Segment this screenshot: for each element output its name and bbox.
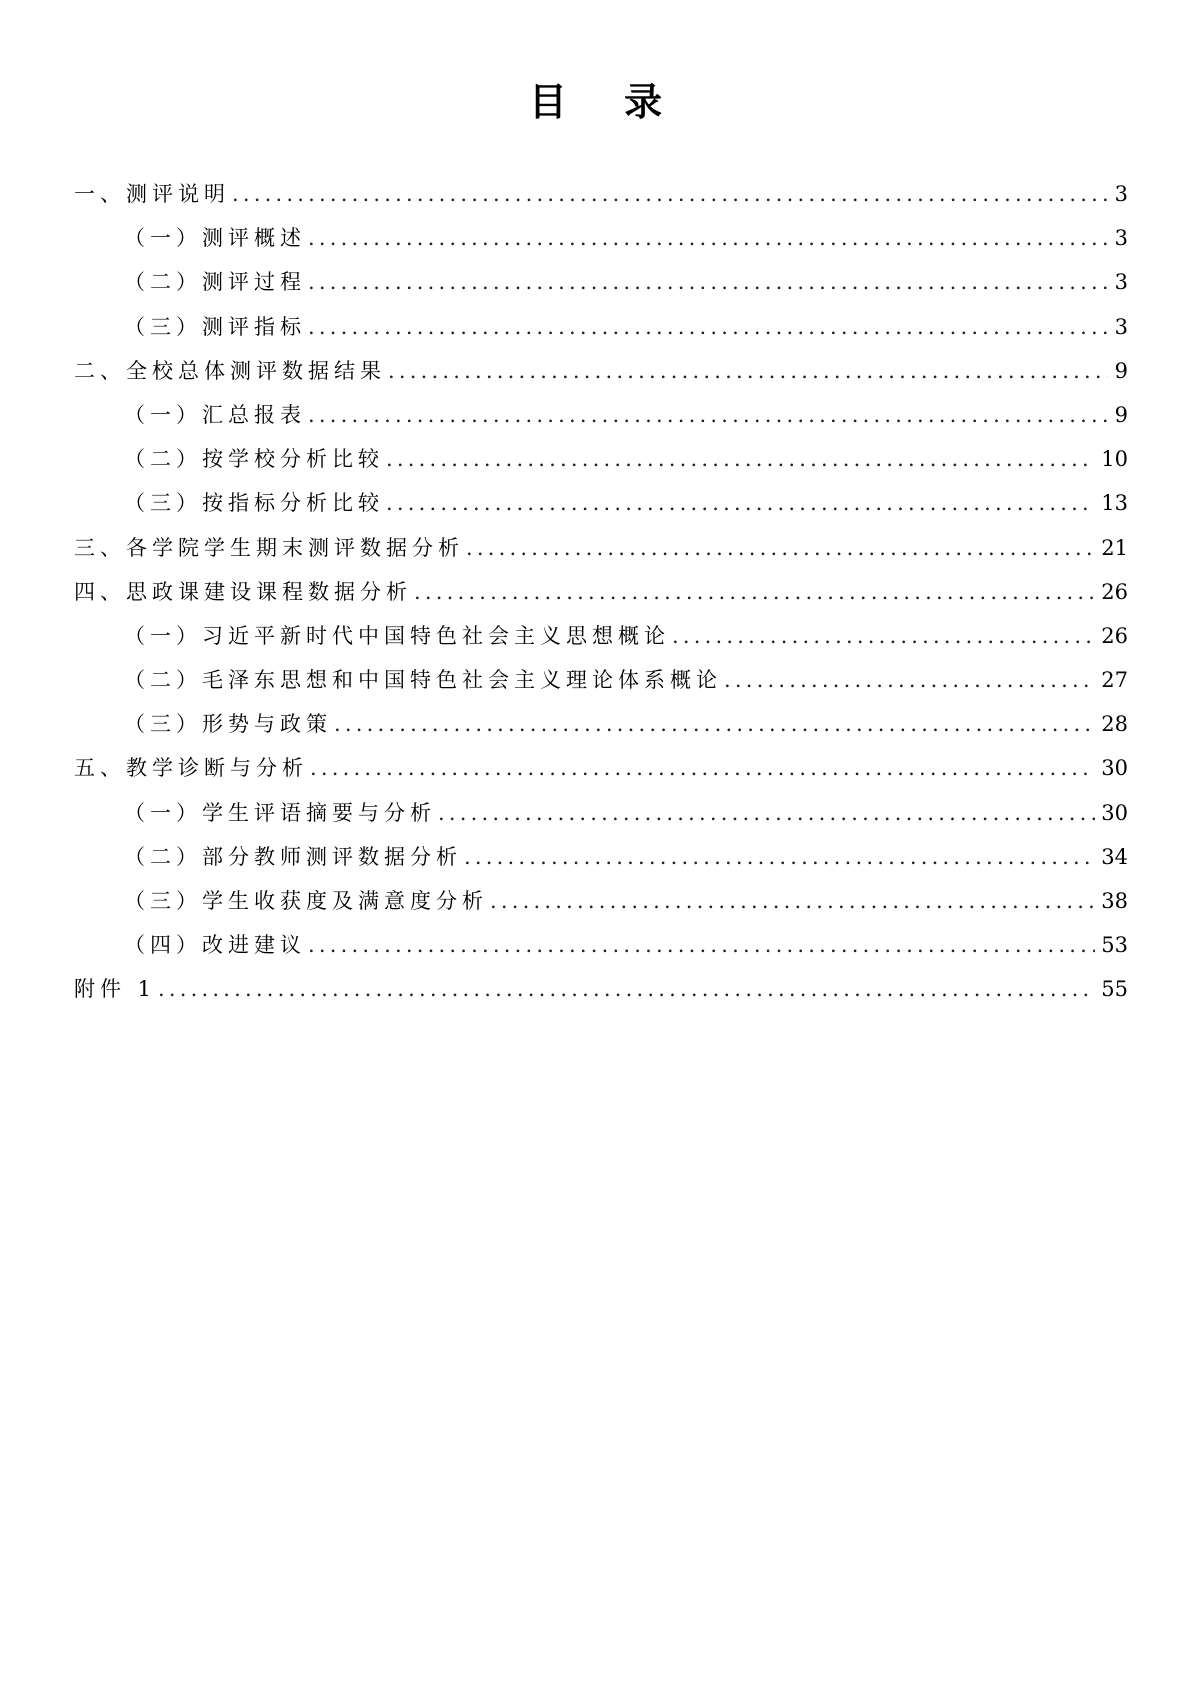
- toc-page-number: 9: [1114, 402, 1128, 427]
- toc-page-number: 38: [1101, 889, 1128, 913]
- toc-page-number: 3: [1114, 226, 1128, 251]
- toc-entry[interactable]: [74, 702, 1128, 746]
- toc-dot-leader: [308, 216, 1108, 260]
- toc-dot-leader: [490, 879, 1095, 923]
- toc-page-number: 34: [1101, 844, 1128, 869]
- toc-entry[interactable]: [74, 172, 1128, 216]
- toc-entry-label: （三）形势与政策: [124, 712, 332, 737]
- toc-dot-leader: [672, 614, 1095, 658]
- toc-dot-leader: [438, 791, 1095, 835]
- toc-entry[interactable]: [74, 305, 1128, 349]
- toc-entry-label: （二）毛泽东思想和中国特色社会主义理论体系概论: [124, 668, 722, 693]
- toc-dot-leader: [386, 437, 1095, 481]
- toc-entry-label: （二）部分教师测评数据分析: [124, 844, 462, 869]
- toc-dot-leader: [158, 967, 1095, 1011]
- toc-entry-label: （二）测评过程: [124, 270, 306, 295]
- toc-title: 目 录: [528, 80, 685, 124]
- toc-entry[interactable]: [74, 658, 1128, 702]
- toc-entry[interactable]: [74, 349, 1128, 393]
- toc-page-number: 3: [1114, 270, 1128, 295]
- toc-entry[interactable]: [74, 393, 1128, 437]
- toc-entry-label: （三）测评指标: [124, 314, 306, 339]
- toc-entry[interactable]: [74, 260, 1128, 304]
- toc-dot-leader: [308, 260, 1108, 304]
- toc-page-number: 3: [1114, 314, 1128, 339]
- toc-entry-label: 四、思政课建设课程数据分析: [74, 579, 412, 604]
- toc-page-number: 13: [1101, 491, 1128, 516]
- toc-page-number: 21: [1101, 535, 1128, 560]
- toc-entry-label: 一、测评说明: [74, 182, 230, 206]
- toc-page-number: 53: [1101, 933, 1128, 958]
- toc-page-number: 27: [1101, 668, 1128, 693]
- toc-entry[interactable]: [74, 216, 1128, 260]
- toc-dot-leader: [386, 481, 1095, 525]
- toc-page-number: 30: [1101, 800, 1128, 825]
- toc-dot-leader: [232, 172, 1108, 216]
- toc-dot-leader: [308, 305, 1108, 349]
- toc-entry[interactable]: [74, 835, 1128, 879]
- toc-entry-label: （四）改进建议: [124, 933, 306, 958]
- toc-entry-label: （一）学生评语摘要与分析: [124, 800, 436, 825]
- toc-dot-leader: [308, 393, 1108, 437]
- toc-dot-leader: [466, 526, 1095, 570]
- toc-page-number: 30: [1101, 756, 1128, 781]
- toc-dot-leader: [724, 658, 1095, 702]
- toc-entry-label: 三、各学院学生期末测评数据分析: [74, 535, 464, 560]
- toc-entry-label: 附件 1: [74, 977, 157, 1002]
- toc-entry[interactable]: [74, 879, 1128, 923]
- toc-entry-label: 五、教学诊断与分析: [74, 756, 308, 781]
- toc-dot-leader: [310, 746, 1095, 790]
- toc-dot-leader: [308, 923, 1095, 967]
- toc-entry[interactable]: [74, 481, 1128, 525]
- toc-entry[interactable]: [74, 746, 1128, 790]
- toc-page-number: 55: [1101, 977, 1128, 1002]
- toc-list: [74, 172, 1128, 1012]
- toc-entry[interactable]: [74, 614, 1128, 658]
- toc-entry[interactable]: [74, 791, 1128, 835]
- toc-entry-label: （一）汇总报表: [124, 402, 306, 427]
- toc-dot-leader: [388, 349, 1108, 393]
- toc-entry-label: （一）测评概述: [124, 226, 306, 251]
- toc-page-number: 9: [1114, 358, 1128, 383]
- toc-entry[interactable]: [74, 526, 1128, 570]
- toc-entry[interactable]: [74, 967, 1128, 1011]
- toc-page-number: 26: [1101, 623, 1128, 648]
- toc-entry-label: 二、全校总体测评数据结果: [74, 358, 386, 383]
- toc-page-number: 26: [1101, 579, 1128, 604]
- toc-dot-leader: [414, 570, 1095, 614]
- toc-entry[interactable]: [74, 923, 1128, 967]
- toc-dot-leader: [464, 835, 1095, 879]
- toc-page-number: 3: [1114, 182, 1128, 206]
- toc-page-number: 10: [1101, 447, 1128, 472]
- toc-entry[interactable]: [74, 437, 1128, 481]
- toc-entry-label: （三）学生收获度及满意度分析: [124, 889, 488, 913]
- toc-dot-leader: [334, 702, 1095, 746]
- toc-entry-label: （二）按学校分析比较: [124, 447, 384, 472]
- toc-page-number: 28: [1101, 712, 1128, 737]
- toc-entry[interactable]: [74, 570, 1128, 614]
- toc-entry-label: （一）习近平新时代中国特色社会主义思想概论: [124, 623, 670, 648]
- toc-entry-label: （三）按指标分析比较: [124, 491, 384, 516]
